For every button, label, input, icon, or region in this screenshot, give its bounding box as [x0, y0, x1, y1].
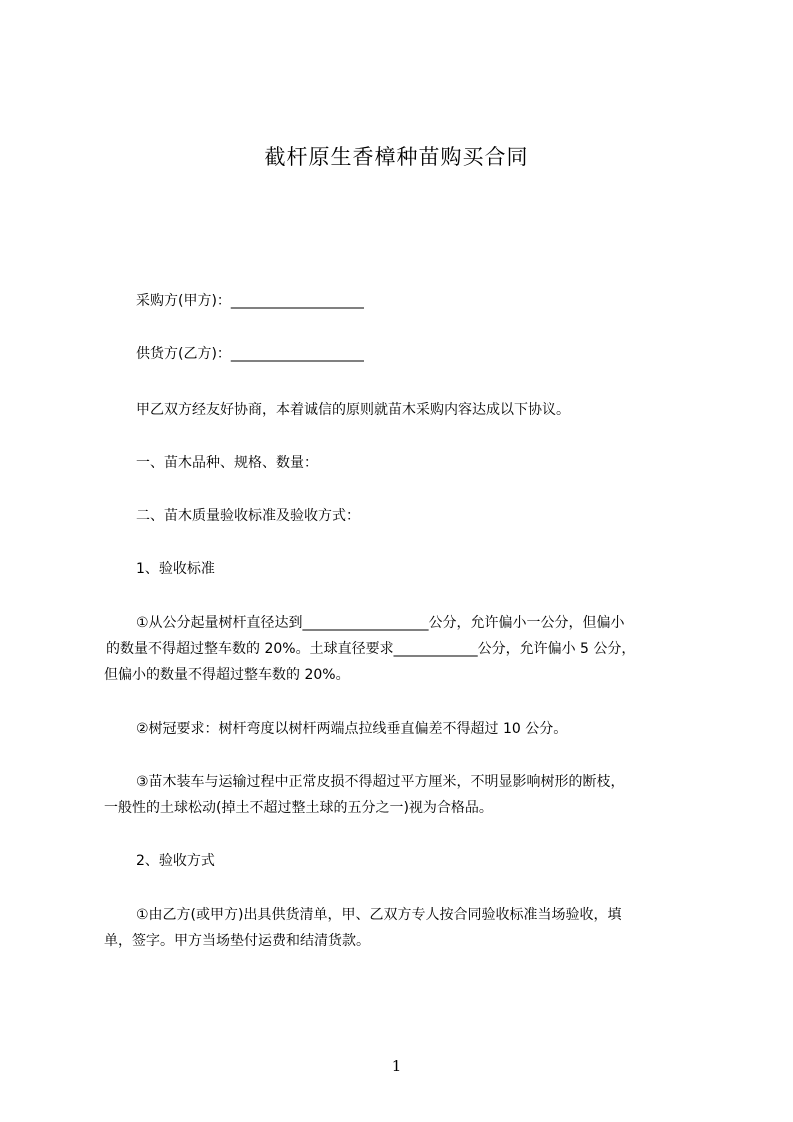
- page-number: 1: [391, 1057, 402, 1075]
- item-1-line-2: 的数量不得超过整车数的 20%。土球直径要求____________公分，允许偏小 5 公分，: [106, 641, 636, 657]
- subsection-heading-2: 2、验收方式: [136, 853, 215, 869]
- item-1-line-1: ①从公分起量树杆直径达到__________________公分，允许偏小一公分，但偏小: [136, 615, 625, 631]
- item-2: ②树冠要求：树杆弯度以树杆两端点拉线垂直偏差不得超过 10 公分。: [136, 721, 568, 737]
- intro-paragraph: 甲乙双方经友好协商，本着诚信的原则就苗木采购内容达成以下协议。: [136, 402, 570, 418]
- item-3-line-1: ③苗木装车与运输过程中正常皮损不得超过平方厘米，不明显影响树形的断枝，: [136, 774, 625, 790]
- section-heading-2: 二、苗木质量验收标准及验收方式：: [136, 508, 360, 524]
- buyer-line: 采购方(甲方)：___________________: [136, 293, 364, 309]
- section-heading-1: 一、苗木品种、规格、数量：: [136, 455, 318, 471]
- item-1-line-3: 但偏小的数量不得超过整车数的 20%。: [104, 667, 350, 683]
- subsection-heading-1: 1、验收标准: [136, 561, 215, 577]
- supplier-line: 供货方(乙方)：___________________: [136, 346, 364, 362]
- method-1-line-2: 单，签字。甲方当场垫付运费和结清货款。: [104, 933, 370, 949]
- method-1-line-1: ①由乙方(或甲方)出具供货清单，甲、乙双方专人按合同验收标准当场验收，填: [136, 907, 622, 923]
- document-title: 截杆原生香樟种苗购买合同: [264, 145, 529, 169]
- item-3-line-2: 一般性的土球松动(掉土不超过整土球的五分之一)视为合格品。: [104, 800, 493, 816]
